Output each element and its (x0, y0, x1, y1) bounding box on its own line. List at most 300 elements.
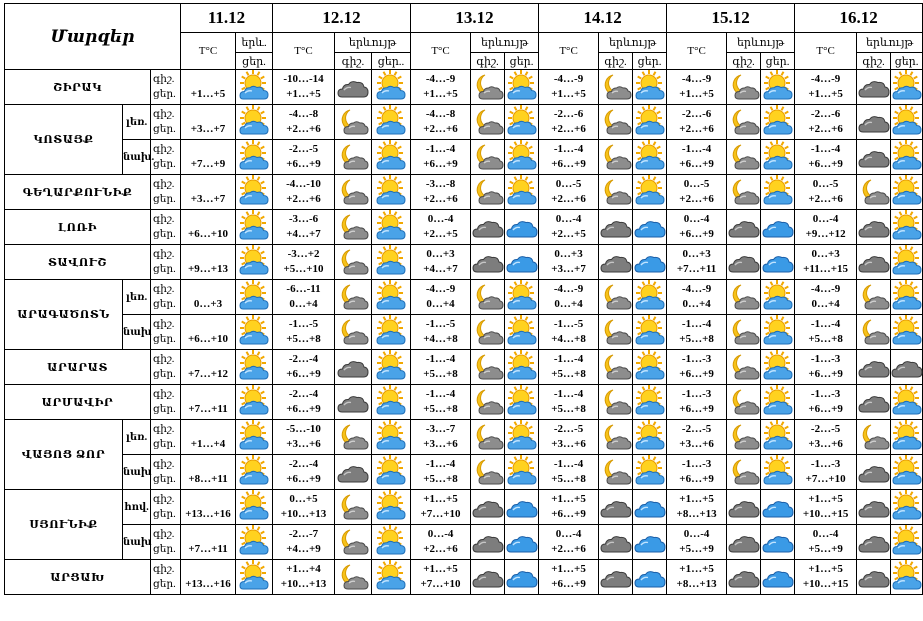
moon-cloud-icon (599, 420, 633, 455)
night-temp: -1…-3 (681, 458, 712, 470)
day-temp: 0…+4 (811, 298, 840, 310)
dark-cloud-icon (857, 560, 891, 595)
dark-cloud-icon (857, 490, 891, 525)
night-temp: -1…-3 (810, 458, 841, 470)
dark-cloud-icon (471, 245, 505, 280)
temperature-cell (667, 490, 727, 525)
day-header: ցեր. (633, 53, 667, 70)
moon-cloud-icon (727, 385, 761, 420)
day-temp: +4…+8 (551, 333, 586, 345)
blue-cloud-icon (761, 525, 795, 560)
sun-cloud-icon (891, 385, 923, 420)
sun-cloud-icon (372, 105, 411, 140)
day-label: ցեր. (153, 544, 176, 555)
day-temp: +6…+9 (808, 368, 843, 380)
day-temp: +3…+6 (808, 438, 843, 450)
day-label: ցեր. (153, 299, 176, 310)
day-temp: +4…+9 (286, 543, 321, 555)
day-temp: +6…+9 (286, 158, 321, 170)
night-day-labels (151, 70, 181, 105)
night-temp: -1…-4 (425, 353, 456, 365)
night-temp: -2…-5 (553, 423, 584, 435)
moon-cloud-icon (471, 70, 505, 105)
temp-header: T°C (411, 33, 471, 70)
night-temp: -2…-4 (288, 353, 319, 365)
temperature-cell (181, 315, 236, 350)
night-label: գիշ. (153, 144, 175, 155)
region-row (5, 105, 923, 140)
day-temp: +5…+8 (423, 473, 458, 485)
night-temp: 0…+3 (554, 248, 583, 260)
night-temp: +1…+5 (808, 563, 843, 575)
day-label: ցեր. (153, 579, 176, 590)
temperature-cell (181, 210, 236, 245)
temperature-cell (181, 560, 236, 595)
moon-cloud-icon (599, 70, 633, 105)
dark-cloud-icon (471, 490, 505, 525)
day-temp: +2…+6 (423, 543, 458, 555)
dark-cloud-icon (857, 70, 891, 105)
temperature-cell (795, 420, 857, 455)
sun-cloud-icon (236, 385, 273, 420)
night-label: գիշ. (153, 319, 175, 330)
night-label: գիշ. (153, 494, 175, 505)
sun-cloud-icon (891, 140, 923, 175)
day-temp: +6…+9 (551, 508, 586, 520)
sun-cloud-icon (505, 315, 539, 350)
day-temp: +13…+16 (185, 578, 231, 590)
night-temp: -2…-5 (288, 143, 319, 155)
day-temp: +8…+13 (676, 578, 717, 590)
day-label: ցեր. (153, 509, 176, 520)
sun-cloud-icon (236, 560, 273, 595)
night-temp: -2…-6 (681, 108, 712, 120)
night-label: գիշ. (153, 389, 175, 400)
dark-cloud-icon (857, 385, 891, 420)
day-temp: +5…+8 (423, 368, 458, 380)
moon-cloud-icon (857, 280, 891, 315)
night-temp: -3…+2 (287, 248, 320, 260)
blue-cloud-icon (505, 210, 539, 245)
sun-cloud-icon (633, 455, 667, 490)
temperature-cell (181, 420, 236, 455)
temp-header: T°C (795, 33, 857, 70)
dark-cloud-icon (891, 350, 923, 385)
night-temp: -1…-5 (553, 318, 584, 330)
night-label: գիշ. (153, 459, 175, 470)
day-temp: +3…+6 (679, 438, 714, 450)
night-day-labels (151, 175, 181, 210)
day-label: ցեր. (153, 439, 176, 450)
day-temp: +2…+5 (551, 228, 586, 240)
day-temp: +7…+11 (188, 543, 228, 555)
night-temp: -1…-3 (810, 353, 841, 365)
moon-cloud-icon (857, 420, 891, 455)
night-temp: -4…-9 (553, 283, 584, 295)
sun-cloud-icon (891, 175, 923, 210)
sun-cloud-icon (761, 280, 795, 315)
day-label: ցեր. (153, 474, 176, 485)
temperature-cell (411, 70, 471, 105)
day-temp: +2…+6 (551, 193, 586, 205)
dark-cloud-icon (727, 525, 761, 560)
moon-cloud-icon (471, 280, 505, 315)
region-name: ՎԱՅՈՑ ՁՈՐ (5, 420, 123, 490)
subregion-label: նախ (123, 525, 151, 560)
moon-cloud-icon (599, 140, 633, 175)
moon-cloud-icon (335, 420, 372, 455)
day-temp: +6…+9 (679, 228, 714, 240)
region-row (5, 315, 923, 350)
night-temp: +1…+5 (808, 493, 843, 505)
night-temp: 0…+5 (289, 493, 318, 505)
day-temp: +10…+13 (280, 578, 327, 590)
night-day-labels (151, 490, 181, 525)
night-temp: +1…+5 (551, 493, 586, 505)
dark-cloud-icon (599, 210, 633, 245)
moon-cloud-icon (471, 350, 505, 385)
temperature-cell (411, 420, 471, 455)
dark-cloud-icon (599, 525, 633, 560)
blue-cloud-icon (761, 210, 795, 245)
sun-cloud-icon (633, 420, 667, 455)
sun-cloud-icon (633, 385, 667, 420)
dark-cloud-icon (335, 385, 372, 420)
day-temp: +5…+9 (679, 543, 714, 555)
temperature-cell (273, 105, 335, 140)
night-day-labels (151, 140, 181, 175)
day-temp: +6…+9 (286, 473, 321, 485)
moon-cloud-icon (727, 455, 761, 490)
temperature-cell (667, 420, 727, 455)
temperature-cell (667, 140, 727, 175)
dark-cloud-icon (335, 350, 372, 385)
subregion-label: լեռ. (123, 105, 151, 140)
weather-header: երևույթ (857, 33, 923, 53)
day-temp: +5…+8 (551, 473, 586, 485)
day-temp: +1…+4 (190, 438, 226, 450)
dark-cloud-icon (727, 210, 761, 245)
temperature-cell (795, 455, 857, 490)
temperature-cell (667, 175, 727, 210)
dark-cloud-icon (335, 70, 372, 105)
day-temp: +6…+9 (423, 158, 458, 170)
night-temp: -6…-11 (286, 283, 321, 295)
sun-cloud-icon (891, 70, 923, 105)
temperature-cell (273, 385, 335, 420)
day-temp: +9…+12 (805, 228, 846, 240)
day-temp: +4…+7 (423, 263, 458, 275)
night-temp: -4…-9 (810, 73, 841, 85)
temperature-cell (539, 525, 599, 560)
night-temp: -1…-5 (288, 318, 319, 330)
temperature-cell (539, 420, 599, 455)
temperature-cell (539, 455, 599, 490)
region-name: ԼՈՌԻ (5, 210, 151, 245)
night-day-labels (151, 455, 181, 490)
sun-cloud-icon (236, 280, 273, 315)
temp-header: T°C (539, 33, 599, 70)
temperature-cell (273, 175, 335, 210)
day-temp: +6…+9 (679, 473, 714, 485)
temperature-cell (411, 280, 471, 315)
moon-cloud-icon (335, 105, 372, 140)
day-temp: +2…+6 (679, 123, 714, 135)
moon-cloud-icon (599, 455, 633, 490)
day-temp: +7…+12 (188, 368, 229, 380)
day-temp: +2…+6 (808, 193, 843, 205)
temperature-cell (539, 105, 599, 140)
day-temp: +6…+9 (551, 578, 586, 590)
sun-cloud-icon (372, 315, 411, 350)
temperature-cell (181, 245, 236, 280)
night-temp: 0…-4 (683, 213, 710, 225)
sun-cloud-icon (761, 105, 795, 140)
sun-cloud-icon (236, 315, 273, 350)
sun-cloud-icon (761, 70, 795, 105)
sun-cloud-icon (633, 350, 667, 385)
day-temp: +3…+6 (286, 438, 321, 450)
temperature-cell (539, 315, 599, 350)
day-temp: +1…+5 (286, 88, 321, 100)
temperature-cell (411, 175, 471, 210)
moon-cloud-icon (857, 175, 891, 210)
temperature-cell (667, 210, 727, 245)
temperature-cell (667, 455, 727, 490)
temperature-cell (539, 70, 599, 105)
sun-cloud-icon (891, 490, 923, 525)
dark-cloud-icon (599, 490, 633, 525)
temperature-cell (795, 315, 857, 350)
blue-cloud-icon (505, 245, 539, 280)
temperature-cell (273, 525, 335, 560)
day-header: ցեր. (891, 53, 923, 70)
day-temp: +7…+10 (420, 578, 461, 590)
day-temp: +2…+6 (286, 193, 321, 205)
night-temp: -4…-9 (425, 283, 456, 295)
day-temp: +7…+11 (676, 263, 717, 275)
sun-cloud-icon (633, 105, 667, 140)
moon-cloud-icon (471, 175, 505, 210)
sun-cloud-icon (236, 70, 273, 105)
temperature-cell (411, 210, 471, 245)
region-name: ԱՐՑԱԽ (5, 560, 151, 595)
sun-cloud-icon (505, 350, 539, 385)
night-label: գիշ. (153, 564, 175, 575)
night-temp: +1…+5 (679, 493, 714, 505)
moon-cloud-icon (727, 420, 761, 455)
night-temp: -4…-8 (425, 108, 456, 120)
region-name: ԿՈՏԱՅՔ (5, 105, 123, 175)
sun-cloud-icon (505, 140, 539, 175)
sun-cloud-icon (236, 455, 273, 490)
temperature-cell (181, 105, 236, 140)
dark-cloud-icon (857, 105, 891, 140)
moon-cloud-icon (727, 280, 761, 315)
day-temp: +2…+6 (679, 193, 714, 205)
day-temp: +8…+13 (676, 508, 717, 520)
sun-cloud-icon (372, 525, 411, 560)
day-temp: +2…+5 (423, 228, 458, 240)
temperature-cell (181, 280, 236, 315)
sun-cloud-icon (633, 70, 667, 105)
night-temp: -5…-10 (286, 423, 321, 435)
day-temp: +6…+10 (188, 333, 229, 345)
sun-cloud-icon (633, 315, 667, 350)
day-temp: +6…+9 (679, 368, 714, 380)
blue-cloud-icon (633, 245, 667, 280)
region-row (5, 455, 923, 490)
night-label: գիշ. (153, 354, 175, 365)
day-temp: +6…+9 (286, 403, 321, 415)
day-temp: +2…+6 (808, 123, 843, 135)
region-name: ԱՐԱԳԱԾՈՏՆ (5, 280, 123, 350)
forecast-table (4, 3, 923, 595)
temperature-cell (181, 140, 236, 175)
date-header-row (5, 4, 923, 33)
temperature-cell (273, 315, 335, 350)
temperature-cell (539, 385, 599, 420)
temp-header: T°C (181, 33, 236, 70)
night-temp: -1…-3 (681, 353, 712, 365)
day-temp: +10…+15 (802, 508, 849, 520)
day-label: ցեր. (153, 404, 176, 415)
day-temp: +5…+8 (679, 333, 714, 345)
night-temp: -2…-4 (288, 458, 319, 470)
night-label: գիշ. (153, 529, 175, 540)
dark-cloud-icon (727, 490, 761, 525)
blue-cloud-icon (633, 490, 667, 525)
day-temp: +7…+10 (805, 473, 846, 485)
dark-cloud-icon (857, 140, 891, 175)
subregion-label: լեռ. (123, 420, 151, 455)
night-temp: -2…-5 (810, 423, 841, 435)
day-header: ցեր. (236, 53, 273, 70)
night-label: գիշ. (153, 424, 175, 435)
sun-cloud-icon (891, 525, 923, 560)
sun-cloud-icon (761, 315, 795, 350)
sun-cloud-icon (891, 210, 923, 245)
moon-cloud-icon (471, 420, 505, 455)
moon-cloud-icon (471, 455, 505, 490)
night-temp: -3…-8 (425, 178, 456, 190)
sun-cloud-icon (891, 455, 923, 490)
sun-cloud-icon (236, 525, 273, 560)
day-label: ցեր. (153, 229, 176, 240)
sun-cloud-icon (633, 175, 667, 210)
day-temp: +5…+10 (283, 263, 324, 275)
region-row (5, 490, 923, 525)
region-row (5, 385, 923, 420)
region-name: ՏԱՎՈՒՇ (5, 245, 151, 280)
moon-cloud-icon (335, 140, 372, 175)
moon-cloud-icon (471, 105, 505, 140)
night-temp: 0…-5 (812, 178, 839, 190)
region-row (5, 560, 923, 595)
moon-cloud-icon (335, 490, 372, 525)
day-temp: +4…+7 (286, 228, 321, 240)
day-temp: +6…+9 (679, 403, 714, 415)
region-name: ԳԵՂԱՐՔՈՒՆԻՔ (5, 175, 151, 210)
region-name: ՍՅՈՒՆԻՔ (5, 490, 123, 560)
temperature-cell (667, 280, 727, 315)
region-row (5, 420, 923, 455)
sun-cloud-icon (372, 70, 411, 105)
night-day-labels (151, 245, 181, 280)
temperature-cell (667, 245, 727, 280)
blue-cloud-icon (633, 560, 667, 595)
sun-cloud-icon (761, 420, 795, 455)
temperature-cell (411, 525, 471, 560)
sun-cloud-icon (372, 280, 411, 315)
temperature-cell (667, 350, 727, 385)
blue-cloud-icon (761, 490, 795, 525)
temperature-cell (181, 70, 236, 105)
day-header: ցեր. (761, 53, 795, 70)
day-temp: +6…+9 (679, 158, 714, 170)
region-row (5, 175, 923, 210)
temperature-cell (667, 105, 727, 140)
sun-cloud-icon (505, 175, 539, 210)
day-temp: +6…+9 (808, 158, 843, 170)
day-temp: +1…+5 (679, 88, 714, 100)
moon-cloud-icon (335, 210, 372, 245)
sun-cloud-icon (891, 560, 923, 595)
sun-cloud-icon (891, 280, 923, 315)
dark-cloud-icon (471, 525, 505, 560)
sun-cloud-icon (633, 280, 667, 315)
date-header: 12.12 (273, 4, 411, 33)
night-label: գիշ. (153, 109, 175, 120)
day-temp: +6…+9 (551, 158, 586, 170)
day-temp: +5…+8 (286, 333, 321, 345)
night-temp: -4…-9 (681, 283, 712, 295)
day-temp: +1…+5 (551, 88, 586, 100)
night-label: գիշ. (153, 249, 175, 260)
night-temp: -3…-7 (425, 423, 456, 435)
day-temp: +11…+15 (803, 263, 849, 275)
day-temp: +2…+6 (551, 123, 586, 135)
weather-header: երևույթ (471, 33, 539, 53)
night-temp: 0…-4 (812, 213, 839, 225)
night-day-labels (151, 280, 181, 315)
sun-cloud-icon (761, 385, 795, 420)
day-temp: +2…+6 (423, 123, 458, 135)
night-temp: +1…+4 (286, 563, 321, 575)
night-label: գիշ. (153, 214, 175, 225)
temperature-cell (795, 140, 857, 175)
temperature-cell (273, 420, 335, 455)
temperature-cell (795, 245, 857, 280)
moon-cloud-icon (599, 280, 633, 315)
night-temp: 0…+3 (426, 248, 455, 260)
temperature-cell (667, 525, 727, 560)
night-temp: 0…-4 (683, 528, 710, 540)
night-temp: -2…-6 (553, 108, 584, 120)
sun-cloud-icon (236, 350, 273, 385)
temperature-cell (273, 490, 335, 525)
subregion-label: լեռ. (123, 280, 151, 315)
sun-cloud-icon (236, 140, 273, 175)
night-temp: +1…+5 (551, 563, 586, 575)
dark-cloud-icon (335, 455, 372, 490)
temperature-cell (667, 385, 727, 420)
night-temp: -3…-6 (288, 213, 319, 225)
temperature-cell (539, 140, 599, 175)
day-temp: +3…+7 (190, 123, 226, 135)
temperature-cell (795, 490, 857, 525)
temperature-cell (181, 385, 236, 420)
